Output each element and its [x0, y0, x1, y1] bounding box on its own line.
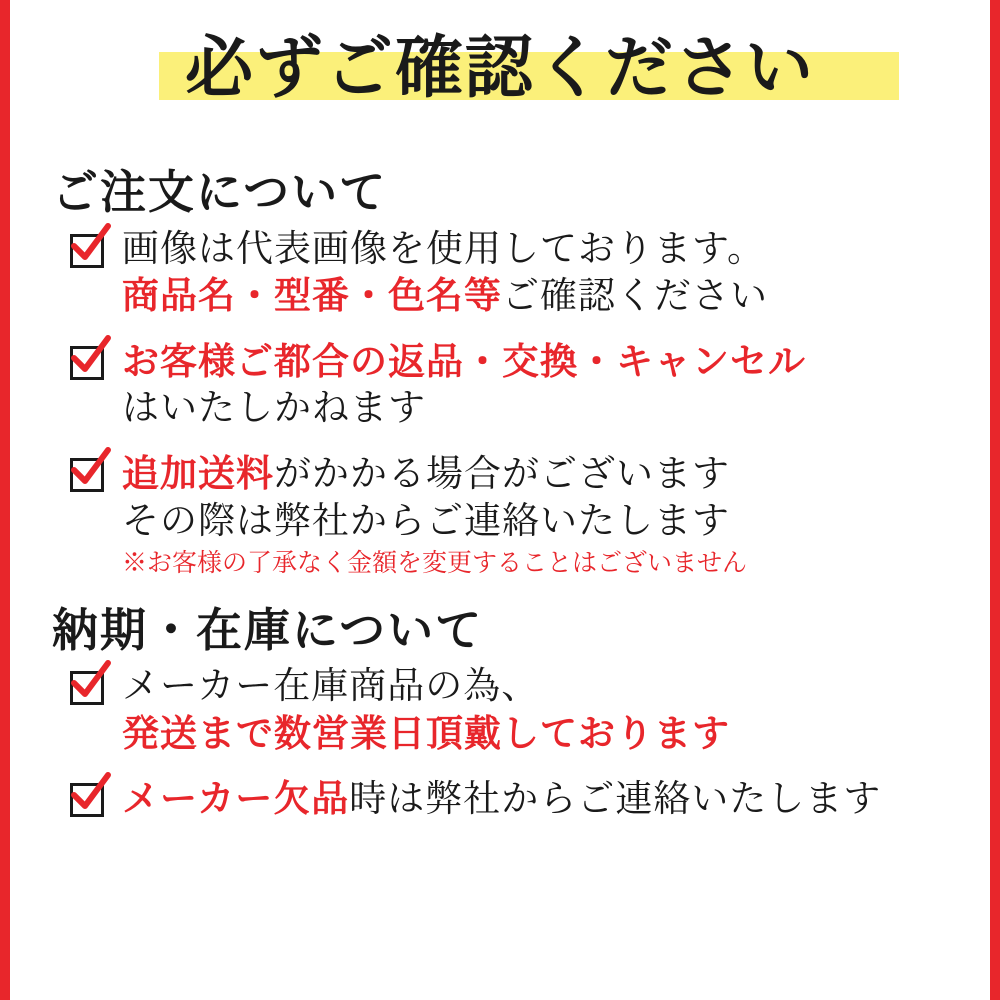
- check-mark-icon: [68, 448, 112, 492]
- notice-content: [10, 0, 990, 1000]
- list-item: [52, 775, 966, 823]
- checkbox-icon: [70, 346, 104, 380]
- check-mark-icon: [68, 336, 112, 380]
- list-item-line1-red: メーカー欠品: [122, 776, 350, 821]
- section-orders: [34, 164, 966, 580]
- list-item-line1-black: 時は弊社からご連絡いたします: [349, 777, 882, 821]
- list-item-line1: お客様ご都合の返品・交換・キャンセル: [122, 339, 806, 384]
- check-mark-icon: [68, 224, 112, 268]
- list-item-line2: 発送まで数営業日頂戴しております: [122, 711, 730, 756]
- page-title: 必ずご確認ください: [184, 28, 815, 108]
- list-item: [52, 226, 966, 321]
- section-heading-orders: ご注文について: [52, 165, 388, 219]
- list-item: [52, 338, 966, 432]
- list-item-line1: メーカー在庫商品の為、: [122, 664, 540, 708]
- list-item-line1: [122, 450, 966, 498]
- list-item-line1-red: 追加送料: [122, 451, 274, 496]
- section-heading-delivery: 納期・在庫について: [52, 602, 484, 657]
- list-item-line2-black: ご確認ください: [502, 274, 768, 318]
- list-item: [52, 450, 966, 579]
- list-item-line1: [122, 775, 966, 823]
- checkbox-icon: [70, 458, 104, 492]
- list-item-line1: 画像は代表画像を使用しております。: [122, 226, 766, 270]
- page-title-block: [34, 0, 966, 112]
- list-item-line1-black: がかかる場合がございます: [274, 452, 730, 496]
- checkbox-icon: [70, 234, 104, 268]
- list-item-line2-red: 商品名・型番・色名等: [122, 273, 502, 318]
- list-item-line2: [122, 272, 966, 320]
- list-item-line2: はいたしかねます: [122, 386, 426, 430]
- list-item-line2: その際は弊社からご連絡いたします: [122, 499, 730, 543]
- checkbox-icon: [70, 671, 104, 705]
- check-mark-icon: [68, 773, 112, 817]
- list-item: [52, 663, 966, 757]
- list-item-note: ※お客様の了承なく金額を変更することはございません: [122, 548, 748, 578]
- check-mark-icon: [68, 661, 112, 705]
- section-delivery: [34, 602, 966, 823]
- checkbox-icon: [70, 783, 104, 817]
